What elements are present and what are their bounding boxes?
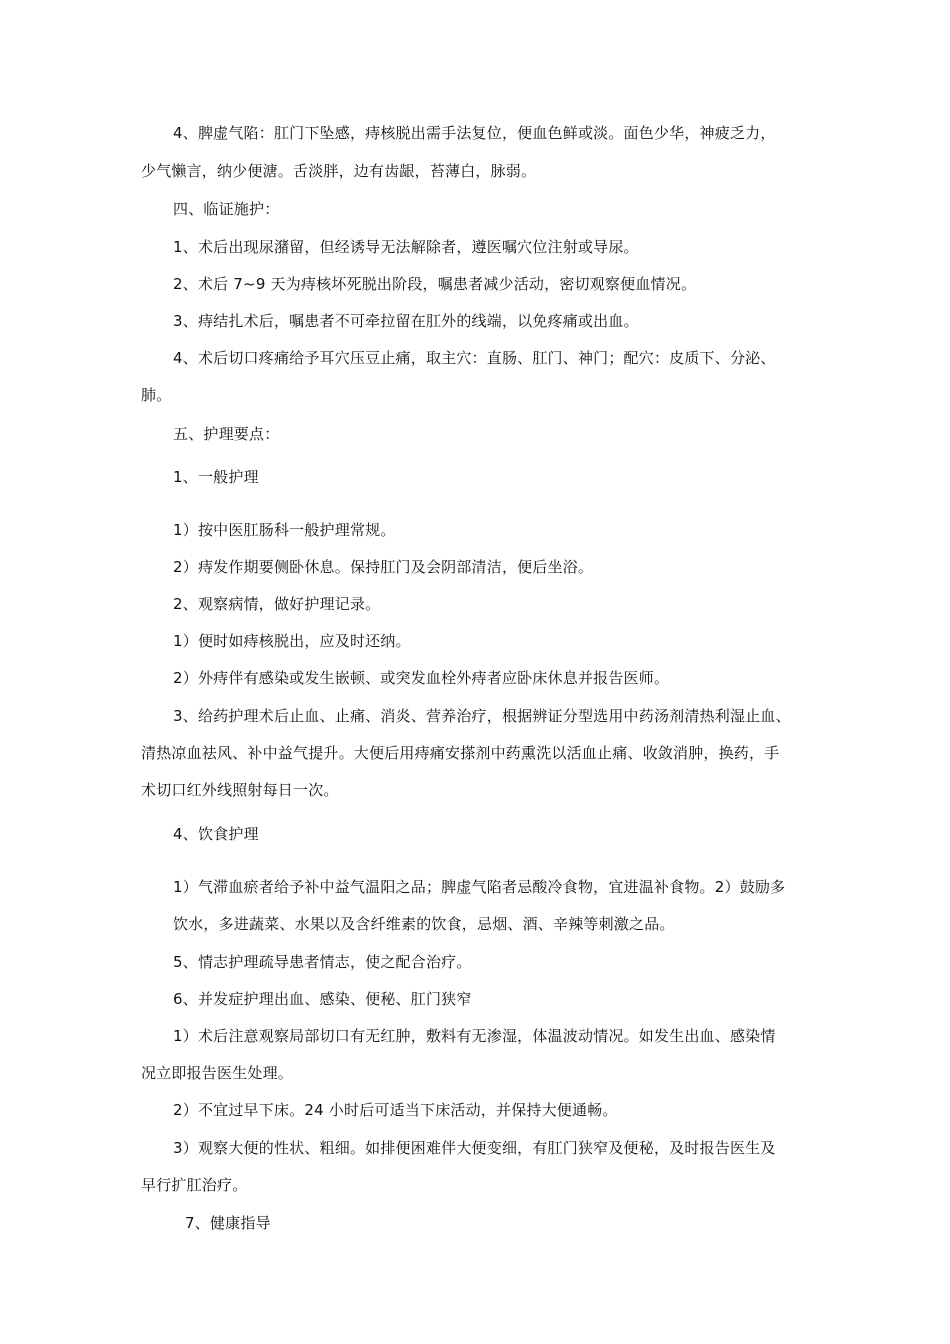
paragraph-line: 2）不宜过早下床。24 小时后可适当下床活动，并保持大便通畅。 (173, 1101, 618, 1119)
subsection-heading: 7、健康指导 (185, 1214, 271, 1232)
paragraph-line: 2）痔发作期要侧卧休息。保持肛门及会阴部清洁，便后坐浴。 (173, 558, 594, 576)
paragraph-line: 2）外痔伴有感染或发生嵌顿、或突发血栓外痔者应卧床休息并报告医师。 (173, 669, 670, 687)
paragraph-line: 术切口红外线照射每日一次。 (141, 781, 339, 799)
paragraph-line: 1）气滞血瘀者给予补中益气温阳之品；脾虚气陷者忌酸冷食物，宜进温补食物。2）鼓励多 (173, 878, 786, 896)
paragraph-line: 清热凉血祛风、补中益气提升。大便后用痔痛安搽剂中药熏洗以活血止痛、收敛消肿，换药，手 (141, 744, 780, 762)
paragraph-line: 4、脾虚气陷：肛门下坠感，痔核脱出需手法复位，便血色鲜或淡。面色少华，神疲乏力， (173, 124, 776, 142)
paragraph-line: 2、术后 7~9 天为痔核坏死脱出阶段，嘱患者减少活动，密切观察便血情况。 (173, 275, 697, 293)
subsection-heading: 2、观察病情，做好护理记录。 (173, 595, 381, 613)
paragraph-line: 4、术后切口疼痛给予耳穴压豆止痛，取主穴：直肠、肛门、神门；配穴：皮质下、分泌、 (173, 349, 776, 367)
paragraph-line: 1）术后注意观察局部切口有无红肿，敷料有无渗湿，体温波动情况。如发生出血、感染情 (173, 1027, 776, 1045)
paragraph-line: 况立即报告医生处理。 (141, 1064, 294, 1082)
subsection-heading: 4、饮食护理 (173, 825, 259, 843)
section-heading: 四、临证施护： (173, 200, 280, 218)
paragraph-line: 肺。 (141, 386, 172, 404)
paragraph-line: 3）观察大便的性状、粗细。如排便困难伴大便变细，有肛门狭窄及便秘，及时报告医生及 (173, 1139, 776, 1157)
paragraph-line: 早行扩肛治疗。 (141, 1176, 248, 1194)
subsection-heading: 1、一般护理 (173, 468, 259, 486)
paragraph-line: 1、术后出现尿潴留，但经诱导无法解除者，遵医嘱穴位注射或导尿。 (173, 238, 639, 256)
subsection-heading: 6、并发症护理出血、感染、便秘、肛门狭窄 (173, 990, 472, 1008)
paragraph-line: 3、痔结扎术后，嘱患者不可牵拉留在肛外的线端，以免疼痛或出血。 (173, 312, 639, 330)
paragraph-line: 饮水，多进蔬菜、水果以及含纤维素的饮食，忌烟、酒、辛辣等刺激之品。 (173, 915, 675, 933)
paragraph-line: 1）按中医肛肠科一般护理常规。 (173, 521, 396, 539)
section-heading: 五、护理要点： (173, 425, 280, 443)
paragraph-line: 少气懒言，纳少便溏。舌淡胖，边有齿龈，苔薄白，脉弱。 (141, 162, 537, 180)
subsection-heading: 5、情志护理疏导患者情志，使之配合治疗。 (173, 953, 472, 971)
paragraph-line: 1）便时如痔核脱出，应及时还纳。 (173, 632, 411, 650)
paragraph-line: 3、给药护理术后止血、止痛、消炎、营养治疗，根据辨证分型选用中药汤剂清热利湿止血、 (173, 707, 791, 725)
